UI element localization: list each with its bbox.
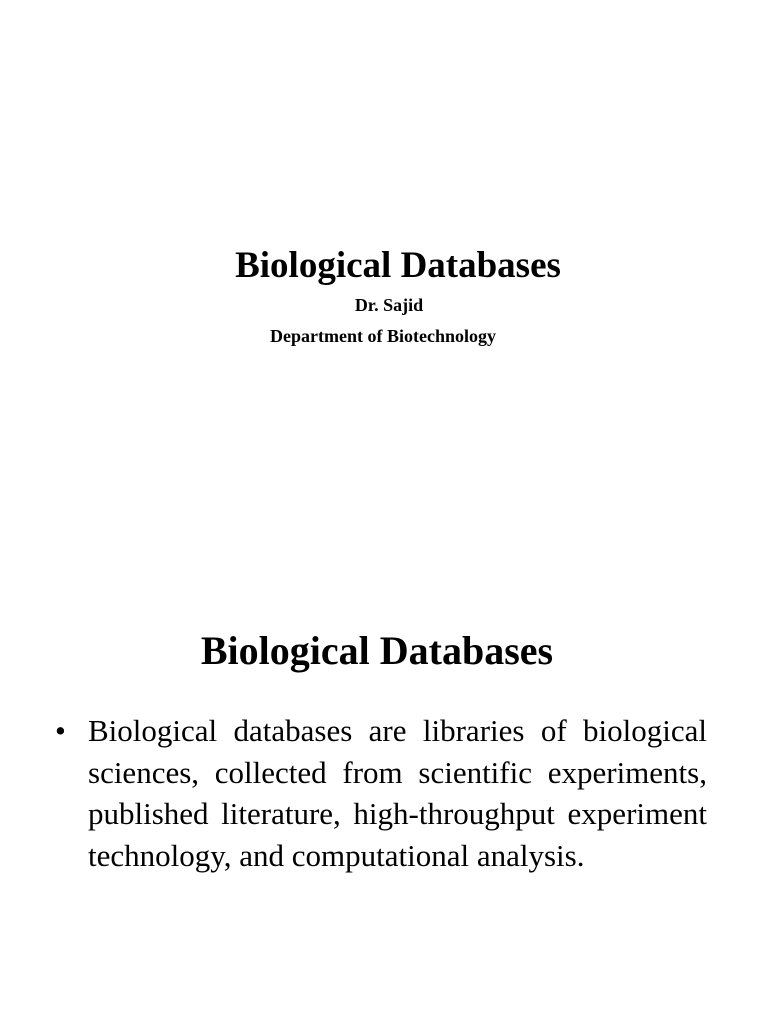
content-slide bbox=[0, 512, 768, 1024]
author-name: Dr. Sajid bbox=[354, 295, 424, 315]
slide-title: Biological Databases bbox=[200, 628, 554, 673]
bullet-item bbox=[55, 710, 707, 876]
department-name: Department of Biotechnology bbox=[270, 326, 496, 346]
bullet-text: Biological databases are libraries of biological sciences, collected from scientific experiments, published literature, high-throughput experiment technology, and computational analysis. bbox=[88, 713, 707, 873]
presentation-title: Biological Databases bbox=[235, 245, 561, 286]
bullet-list bbox=[55, 710, 707, 876]
bullet-icon: • bbox=[55, 713, 66, 748]
